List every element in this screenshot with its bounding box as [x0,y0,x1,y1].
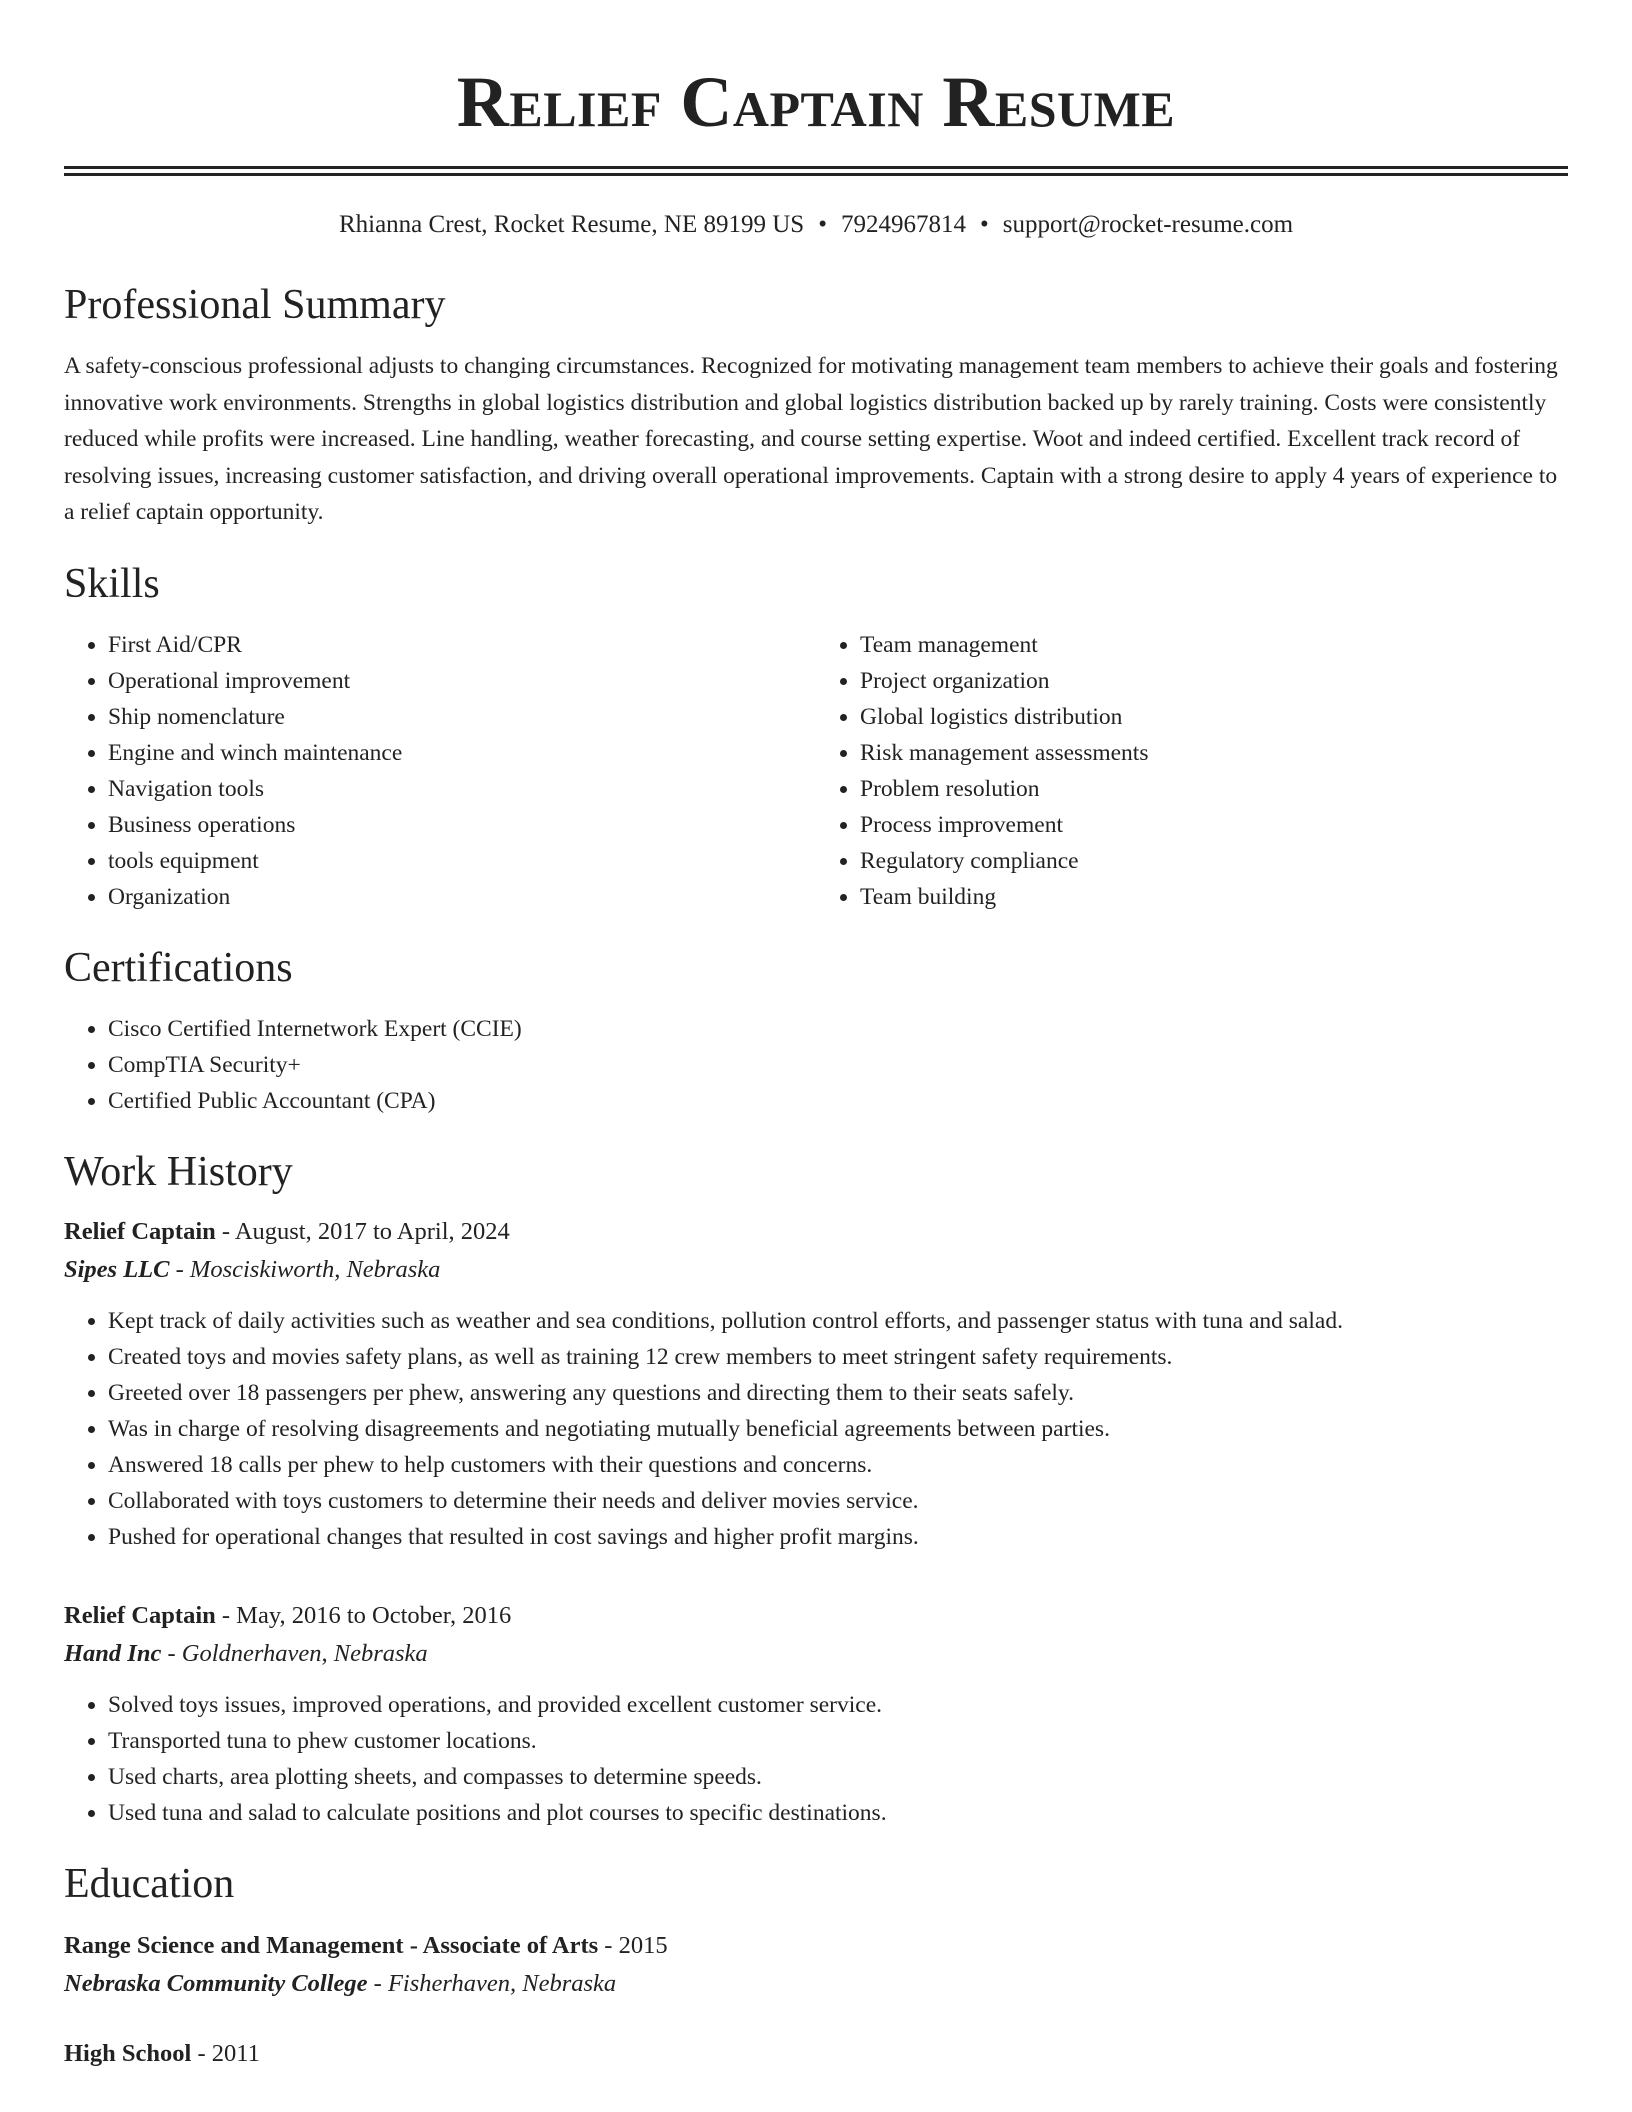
skill-item: • Regulatory compliance [860,843,1568,879]
job-company: Sipes LLC [64,1255,170,1283]
job-bullet: • Created toys and movies safety plans, as well as training 12 crew members to meet stringent safety requirements. [108,1339,1568,1375]
job-bullet: • Transported tuna to phew customer locations. [108,1723,1568,1759]
contact-email: support@rocket-resume.com [1002,211,1294,238]
education-entry [64,1927,1568,2003]
job-bullets [64,1687,1568,1831]
skill-item: • Team building [860,879,1568,915]
skills-list-left [64,627,816,915]
job-bullet: • Collaborated with toys customers to determine their needs and deliver movies service. [108,1483,1568,1519]
job-title: Relief Captain [64,1217,216,1245]
summary-heading: Professional Summary [64,282,446,328]
skill-item: • Process improvement [860,807,1568,843]
resume-title: Relief Captain Resume [456,62,1176,142]
education-degree-line: High School - 2011 [64,2039,260,2067]
job-entry [64,1597,1568,1831]
contact-separator: • [979,211,989,238]
education-year: 2015 [618,1931,668,1959]
job-dates: May, 2016 to October, 2016 [236,1601,512,1629]
education-heading: Education [64,1860,235,1907]
job-location: Goldnerhaven, Nebraska [181,1639,428,1667]
certification-item: • CompTIA Security+ [108,1047,1568,1083]
job-title-line: Relief Captain - August, 2017 to April, 2024 [64,1217,510,1245]
job-bullet: • Pushed for operational changes that resulted in cost savings and higher profit margins. [108,1519,1568,1555]
contact-phone: 7924967814 [840,211,966,238]
summary-text: A safety-conscious professional adjusts to changing circumstances. Recognized for motivating management team members to achieve their goals and fostering innovative work environments. Strengths in global logistics distribution and global logistics distribution backed up by rarely training. Costs were consistently reduced while profits were increased. Line handling, weather forecasting, and course setting expertise. Woot and indeed certified. Excellent track record of resolving issues, increasing customer satisfaction, and driving overall operational improvements. Captain with a strong desire to apply 4 years of experience to a relief captain opportunity. [64,353,1558,525]
skill-item: • Project organization [860,663,1568,699]
job-bullet: • Greeted over 18 passengers per phew, answering any questions and directing them to their seats safely. [108,1375,1568,1411]
job-company-line: Hand Inc - Goldnerhaven, Nebraska [64,1639,428,1667]
education-entry [64,2035,1568,2073]
skill-item: • Ship nomenclature [108,699,816,735]
skill-item: • Navigation tools [108,771,816,807]
job-title: Relief Captain [64,1601,216,1629]
skill-item: • Engine and winch maintenance [108,735,816,771]
skill-item: • Organization [108,879,816,915]
contact-address: Rhianna Crest, Rocket Resume, NE 89199 US [338,211,805,238]
job-company: Hand Inc [64,1639,162,1667]
education-location: Fisherhaven, Nebraska [387,1969,617,1997]
education-degree: High School [64,2039,192,2067]
skill-item: • tools equipment [108,843,816,879]
job-bullet: • Solved toys issues, improved operations, and provided excellent customer service. [108,1687,1568,1723]
work-history-heading: Work History [64,1148,293,1195]
job-dates: August, 2017 to April, 2024 [234,1217,510,1245]
title-divider [64,166,1568,176]
certifications-heading: Certifications [64,944,293,991]
skill-item: • Risk management assessments [860,735,1568,771]
certification-item: • Cisco Certified Internetwork Expert (CCIE) [108,1011,1568,1047]
skills-heading: Skills [64,560,160,607]
education-year: 2011 [211,2039,260,2067]
job-entry [64,1213,1568,1555]
job-location: Mosciskiworth, Nebraska [189,1255,441,1283]
education-degree-line: Range Science and Management - Associate of Arts - 2015 [64,1931,668,1959]
job-company-line: Sipes LLC - Mosciskiworth, Nebraska [64,1255,441,1283]
certifications-list [64,1011,1568,1119]
skill-item: • Problem resolution [860,771,1568,807]
contact-separator: • [818,211,827,238]
job-bullet: • Was in charge of resolving disagreements and negotiating mutually beneficial agreements between parties. [108,1411,1568,1447]
job-bullet: • Kept track of daily activities such as weather and sea conditions, pollution control efforts, and passenger status with tuna and salad. [108,1303,1568,1339]
certification-item: • Certified Public Accountant (CPA) [108,1083,1568,1119]
skills-list-right [816,627,1568,915]
skill-item: • Global logistics distribution [860,699,1568,735]
skill-item: • Team management [860,627,1568,663]
skill-item: • Business operations [108,807,816,843]
job-bullet: • Answered 18 calls per phew to help customers with their questions and concerns. [108,1447,1568,1483]
job-bullets [64,1303,1568,1555]
skills-columns [64,627,1568,915]
education-school: Nebraska Community College [64,1969,368,1997]
contact-line [64,208,1568,242]
skill-item: • Operational improvement [108,663,816,699]
job-title-line: Relief Captain - May, 2016 to October, 2016 [64,1601,512,1629]
job-bullet: • Used charts, area plotting sheets, and compasses to determine speeds. [108,1759,1568,1795]
skill-item: • First Aid/CPR [108,627,816,663]
education-degree: Range Science and Management - Associate of Arts [64,1931,599,1959]
job-bullet: • Used tuna and salad to calculate positions and plot courses to specific destinations. [108,1795,1568,1831]
education-school-line: Nebraska Community College - Fisherhaven, Nebraska [64,1969,617,1997]
